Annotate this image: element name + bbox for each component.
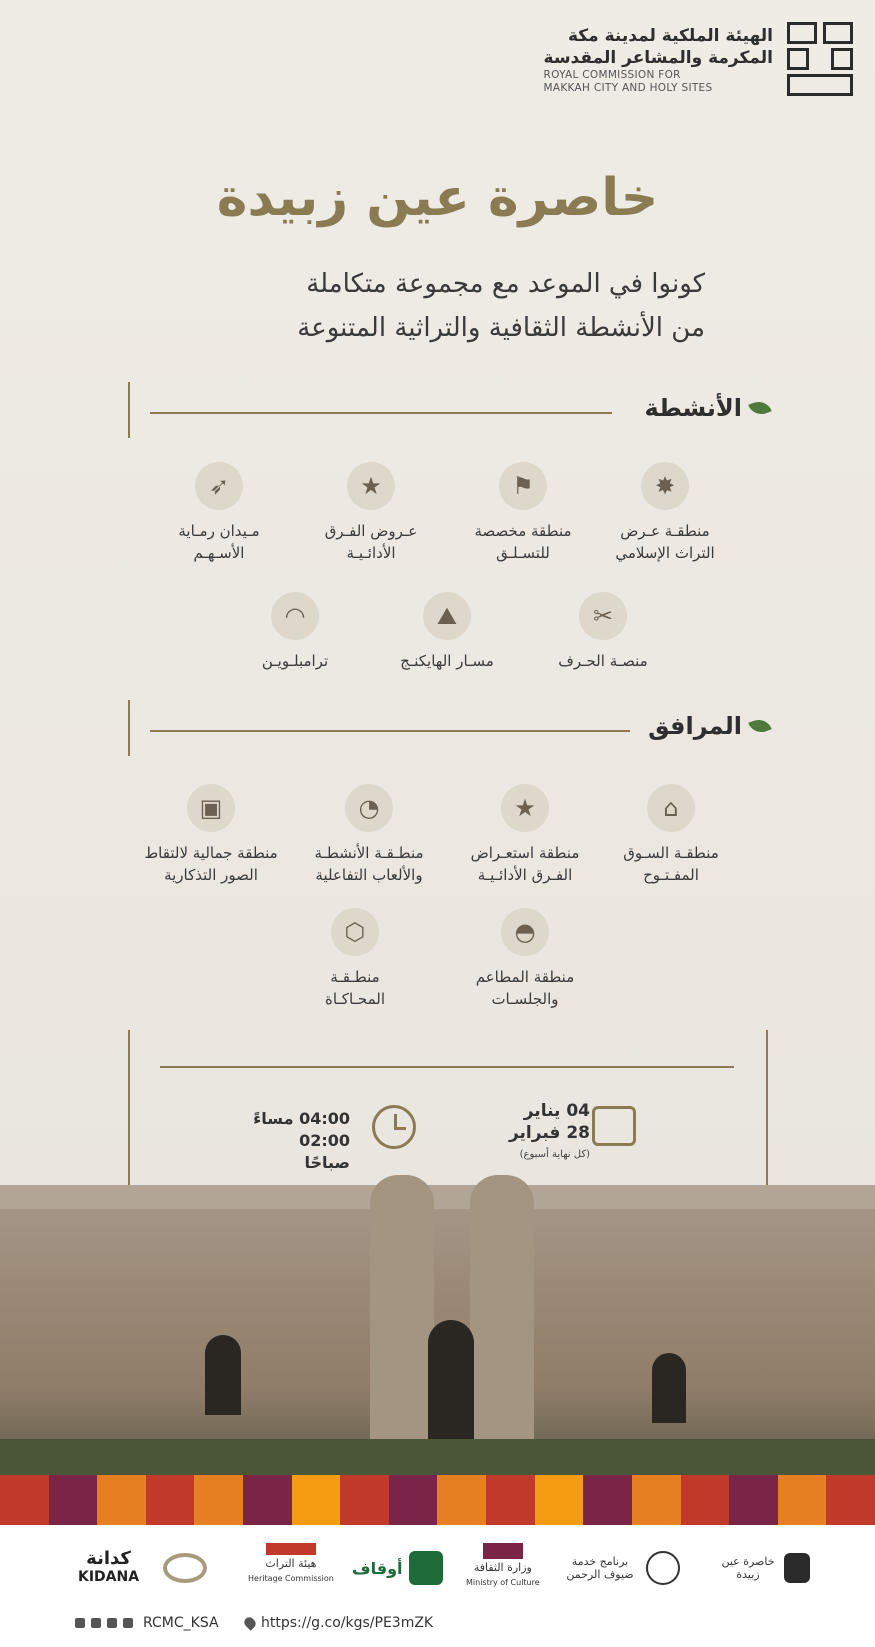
partner-logo: وزارة الثقافة Ministry of Culture (466, 1543, 540, 1593)
date-to: 28 فبراير (508, 1123, 590, 1143)
org-name (544, 25, 773, 95)
schedule-frame-right (766, 1030, 768, 1200)
facilities-frame-line (150, 730, 630, 732)
facility-item: ◓ منطقة المطاعم والجلسـات (450, 908, 600, 1010)
footer-bottom (0, 1615, 875, 1635)
activity-item: ✂ منصـة الحـرف (528, 592, 678, 672)
subtitle (145, 262, 705, 350)
header (544, 22, 855, 98)
schedule-times (250, 1108, 350, 1174)
awqaf-logo-icon (409, 1551, 443, 1585)
partner-logos (0, 1543, 875, 1593)
instagram-icon[interactable] (123, 1618, 133, 1628)
arch-right (652, 1353, 686, 1423)
activity-item: ◠ ترامبلـويـن (220, 592, 370, 672)
activity-item: ✸ منطقـة عـرض التراث الإسلامي (590, 462, 740, 564)
page-title: خاصرة عين زبيدة (216, 168, 659, 228)
facebook-icon[interactable] (75, 1618, 85, 1628)
partner-logo: خاصرة عين زبيدة (718, 1543, 810, 1593)
zubaida-logo-icon (784, 1553, 810, 1583)
facility-item: ★ منطقة استعـراض الفـرق الأدائـيـة (450, 784, 600, 886)
royal-commission-logo-icon (787, 22, 855, 98)
location-pin-icon (242, 1615, 258, 1631)
facilities-frame-left (128, 700, 130, 756)
org-name-en-line1: ROYAL COMMISSION FOR (543, 69, 681, 81)
dining-icon: ◓ (501, 908, 549, 956)
activity-item: ➶ مـيدان رمـاية الأسـهـم (144, 462, 294, 564)
subtitle-line2: من الأنشطة الثقافية والتراثية المتنوعة (297, 313, 705, 343)
schedule-frame-left (128, 1030, 130, 1200)
facility-item: ▣ منطقة جمالية لالتقاط الصور التذكارية (136, 784, 286, 886)
gate-arch (428, 1320, 474, 1450)
kidana-logo-icon (163, 1553, 207, 1583)
partner-logo: هيئة التراث Heritage Commission (248, 1543, 334, 1593)
date-from: 04 يناير (523, 1101, 590, 1121)
time-to: 02:00 صباحًا (299, 1131, 350, 1172)
location-link[interactable] (245, 1615, 433, 1631)
hiking-icon: ⛰ (423, 592, 471, 640)
activities-frame-left (128, 382, 130, 438)
clock-icon (372, 1105, 416, 1149)
schedule-dates (470, 1100, 590, 1166)
partner-logo: أوقاف (352, 1543, 443, 1593)
games-icon: ◔ (345, 784, 393, 832)
tower-right (470, 1175, 534, 1445)
pilgrims-program-logo-icon (646, 1551, 680, 1585)
activity-item: ★ عـروض الفـرق الأدائـيـة (296, 462, 446, 564)
partner-logo: برنامج خدمة ضيوف الرحمن (560, 1543, 680, 1593)
org-name-ar-line2: المكرمة والمشاعر المقدسة (543, 48, 773, 68)
pattern-icon: ✸ (641, 462, 689, 510)
heritage-logo-icon (266, 1543, 316, 1555)
grass (0, 1439, 875, 1475)
simulation-icon: ⬡ (331, 908, 379, 956)
time-from: 04:00 مساءً (253, 1109, 350, 1128)
partner-logo: كدانة KIDANA (78, 1543, 207, 1593)
facility-item: ⌂ منطقـة السـوق المفـتـوح (596, 784, 746, 886)
tower-left (370, 1175, 434, 1445)
social-links (75, 1615, 219, 1631)
decorative-pattern-band (0, 1475, 875, 1525)
ministry-culture-logo-icon (483, 1543, 523, 1559)
arch-left (205, 1335, 241, 1415)
camera-icon: ▣ (187, 784, 235, 832)
crafts-icon: ✂ (579, 592, 627, 640)
social-handle[interactable]: RCMC_KSA (143, 1615, 219, 1631)
org-name-en-line2: MAKKAH CITY AND HOLY SITES (543, 82, 713, 94)
schedule-frame-top (160, 1066, 734, 1068)
activity-item: ⛰ مسـار الهايكنـج (372, 592, 522, 672)
climbing-icon: ⚑ (499, 462, 547, 510)
wall-top (0, 1185, 875, 1209)
location-url[interactable]: https://g.co/kgs/PE3mZK (261, 1615, 434, 1631)
youtube-icon[interactable] (107, 1618, 117, 1628)
activity-item: ⚑ منطقة مخصصة للتسـلـق (448, 462, 598, 564)
market-icon: ⌂ (647, 784, 695, 832)
stage-icon: ★ (501, 784, 549, 832)
org-name-ar-line1: الهيئة الملكية لمدينة مكة (567, 26, 773, 46)
calendar-icon (592, 1106, 636, 1146)
x-icon[interactable] (91, 1618, 101, 1628)
facilities-heading: المرافق (648, 712, 770, 740)
activities-frame-line (150, 412, 612, 414)
castle-photo (0, 1185, 875, 1475)
leaf-icon (748, 716, 772, 736)
facility-item: ◔ منطـقـة الأنشطـة والألعاب التفاعلية (294, 784, 444, 886)
bow-arrow-icon: ➶ (195, 462, 243, 510)
trampoline-icon: ◠ (271, 592, 319, 640)
performance-icon: ★ (347, 462, 395, 510)
subtitle-line1: كونوا في الموعد مع مجموعة متكاملة (306, 269, 705, 299)
leaf-icon (748, 398, 772, 418)
date-note: (كل نهاية أسبوع) (519, 1149, 590, 1160)
activities-heading: الأنشطة (645, 394, 770, 422)
facility-item: ⬡ منطـقـة المحـاكـاة (280, 908, 430, 1010)
footer (0, 1525, 875, 1647)
